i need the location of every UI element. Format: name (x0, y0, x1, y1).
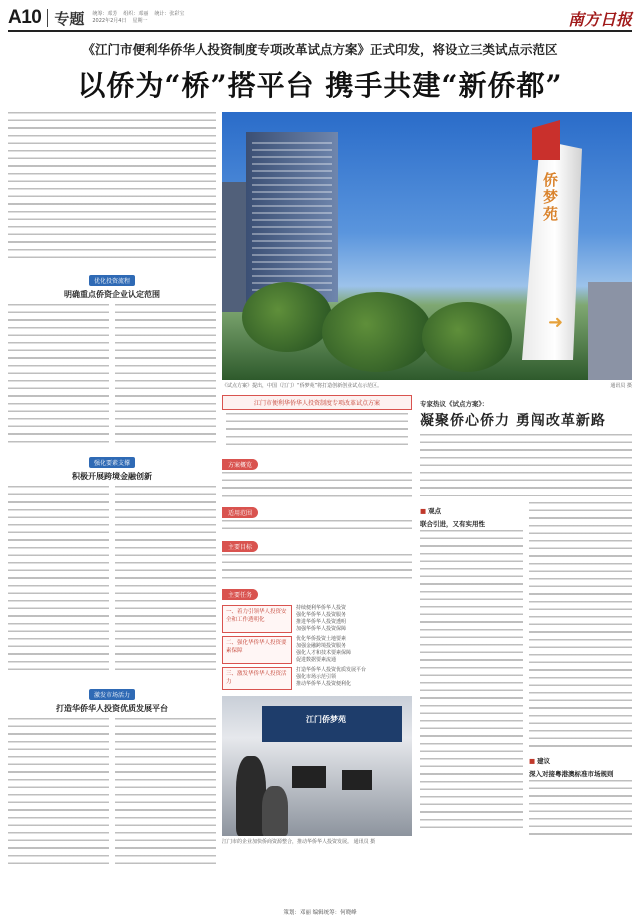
subsection-title: 明确重点侨资企业认定范围 (64, 290, 160, 299)
mini-head-label: 建议 (537, 757, 551, 765)
lead-article-text (8, 112, 216, 262)
task-item: 优化华侨投资土地要素 (296, 636, 347, 642)
staff-credit: 组织：邓丽 (123, 11, 149, 17)
task-item: 强化人才和技术要素保障 (296, 650, 352, 656)
task-label: 三、激发华侨华人投资活力 (222, 667, 292, 690)
plan-tag: 主要任务 (222, 589, 258, 600)
page-number: A10 (8, 7, 42, 28)
task-block (222, 636, 412, 664)
tree-illustration (422, 302, 512, 372)
task-item: 强化市场示范引领 (296, 674, 337, 680)
task-label: 一、着力引领华人投资安全和工作透明化 (222, 605, 292, 633)
plan-tag: 方案概览 (222, 459, 258, 470)
subsection-tag: 激发市场活力 (89, 689, 135, 700)
task-list (296, 605, 412, 633)
task-item: 加强金融跨境投资服务 (296, 643, 347, 649)
article-text (529, 780, 632, 840)
plan-text (222, 554, 412, 582)
task-item: 打造华侨华人投资优质发展平台 (296, 667, 367, 673)
article-text (529, 502, 632, 752)
person-silhouette (262, 786, 288, 836)
subsection-tag: 优化投资流程 (89, 275, 135, 286)
masthead (8, 6, 632, 32)
mini-head: 深入对接粤港澳标准市场规则 (529, 770, 614, 778)
task-label: 二、强化华侨华人投资要素保障 (222, 636, 292, 664)
section-name: 专题 (54, 9, 85, 28)
monitor-icon (342, 770, 372, 790)
side-article-columns (420, 502, 632, 862)
plan-text (222, 472, 412, 500)
main-headline: 以侨为“桥”搭平台 携手共建“新侨都” (77, 69, 563, 102)
task-list (296, 636, 412, 664)
task-block (222, 605, 412, 633)
plan-box-intro (222, 410, 412, 452)
mini-head: 联合引进，又有实用性 (420, 520, 485, 528)
subsection-header (8, 682, 216, 714)
mini-head-label: 观点 (428, 507, 442, 515)
task-block (222, 667, 412, 690)
task-item: 推进华侨华人投资透明 (296, 619, 347, 625)
article-columns (8, 304, 216, 444)
side-article-col (529, 502, 632, 862)
bullet-icon: ■ (420, 507, 427, 515)
right-area (222, 112, 632, 862)
article-text (115, 304, 216, 444)
caption-text: 《试点方案》提出，中国（江门）“侨梦苑”将打造创新创业试点示范区。 (222, 383, 383, 389)
issue-date: 2022年2月4日 (92, 18, 127, 24)
lower-section (222, 395, 632, 862)
photo-caption (222, 382, 632, 389)
masthead-divider (47, 9, 48, 27)
left-column (8, 112, 216, 868)
expert-column (420, 395, 632, 862)
photo-caption: 江门市的企业加快侨商资源整合，推动华侨华人投资发展。 通讯员 摄 (222, 839, 376, 845)
plan-box-column (222, 395, 412, 862)
article-text (8, 304, 109, 444)
task-item: 推动华侨华人投资便利化 (296, 681, 352, 687)
task-item: 加强华侨华人投资保障 (296, 626, 347, 632)
main-photo (222, 112, 632, 380)
screen-wall-text: 江门侨梦苑 (306, 715, 346, 724)
subsection-header (8, 268, 216, 300)
side-headline: 凝聚侨心侨力 勇闯改革新路 (420, 413, 606, 429)
mini-head (529, 756, 632, 765)
staff-credits (92, 11, 184, 25)
photo-credit: 通讯员 摄 (610, 383, 632, 389)
page-footer: 策划：邓丽 编辑统筹：何晓峰 (283, 910, 357, 916)
article-text (8, 486, 109, 676)
task-item: 持续便利华侨华人投资 (296, 605, 347, 611)
subsection-title: 积极开展跨境金融创新 (72, 472, 152, 481)
staff-credit: 统计：张彩宝 (154, 11, 185, 17)
pylon-sign-text: 侨梦苑 (541, 172, 559, 223)
pylon-top-icon (532, 120, 560, 160)
monitor-icon (292, 766, 326, 788)
article-text (8, 718, 109, 868)
task-list (296, 667, 412, 690)
subsection-header (8, 450, 216, 482)
plan-text (222, 520, 412, 534)
task-item: 促进数据要素流通 (296, 657, 337, 663)
plan-box-title: 江门市便利华侨华人投资制度专项改革试点方案 (222, 395, 412, 410)
staff-credit: 统筹：邓芳 (92, 11, 118, 17)
article-text (115, 718, 216, 868)
bullet-icon: ■ (529, 757, 536, 765)
task-item: 强化华侨华人投资服务 (296, 612, 347, 618)
side-intro-text (420, 434, 632, 496)
arrow-icon: ➜ (548, 312, 564, 333)
building-illustration (246, 132, 338, 302)
article-columns (8, 486, 216, 676)
newspaper-logo: 南方日报 (567, 9, 632, 29)
issue-weekday: 星期一 (132, 18, 148, 24)
plan-tag: 主要目标 (222, 541, 258, 552)
subsection-tag: 强化要素支撑 (89, 457, 135, 468)
subsection-title: 打造华侨华人投资优质发展平台 (56, 704, 168, 713)
article-text (115, 486, 216, 676)
plan-tag: 适用范围 (222, 507, 258, 518)
tree-illustration (242, 282, 332, 352)
mini-head (420, 506, 523, 515)
tree-illustration (322, 292, 432, 372)
article-text (420, 530, 523, 830)
side-article-col (420, 502, 523, 862)
side-kicker: 专家热议《试点方案》： (420, 400, 489, 408)
article-columns (8, 718, 216, 868)
office-photo (222, 696, 412, 836)
kicker-headline: 《江门市便利华侨华人投资制度专项改革试点方案》正式印发，将设立三类试点示范区 (82, 42, 558, 57)
building-illustration (588, 282, 632, 380)
